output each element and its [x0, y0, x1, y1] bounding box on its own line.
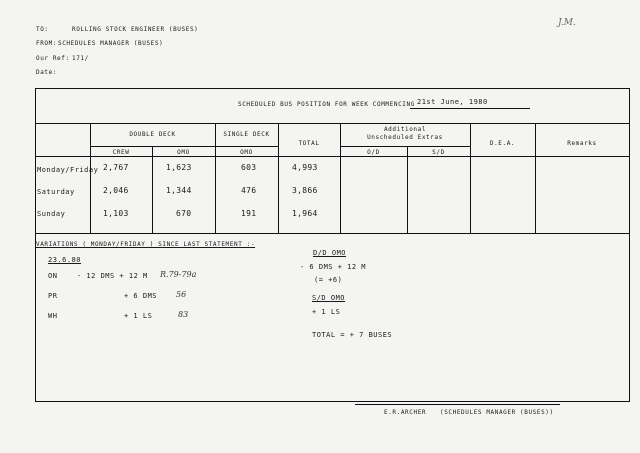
frame-bottom — [35, 401, 630, 402]
variations-heading: VARIATIONS ( MONDAY/FRIDAY ) SINCE LAST STATEMENT :- — [36, 241, 256, 248]
from-value: SCHEDULES MANAGER (BUSES) — [58, 40, 164, 47]
vline-extras-mid — [407, 146, 408, 233]
row-dd-omo: 1,623 — [166, 163, 192, 172]
header-sd-omo: OMO — [240, 149, 253, 156]
row-crew: 1,103 — [103, 209, 129, 218]
row-day: Saturday — [37, 188, 75, 196]
header-extras-od: O/D — [367, 149, 380, 156]
header-bottom-line — [35, 156, 630, 157]
header-unscheduled-extras: Unscheduled Extras — [367, 134, 443, 141]
ref-label: Our Ref: — [36, 55, 70, 62]
header-remarks: Remarks — [567, 140, 597, 147]
row-sd-omo: 603 — [241, 163, 257, 172]
to-label: TO: — [36, 26, 49, 33]
dd-omo-heading: D/D OMO — [313, 249, 347, 257]
header-double-deck: DOUBLE DECK — [129, 131, 176, 138]
signature-line — [355, 404, 560, 405]
vline-dd — [215, 123, 216, 233]
table-top-line — [35, 123, 630, 124]
row-dd-omo: 1,344 — [166, 186, 192, 195]
row-dd-omo: 670 — [176, 209, 192, 218]
variation-text: - 12 DMS + 12 M — [77, 272, 148, 280]
table-bottom-line — [35, 233, 630, 234]
vline-crew — [152, 146, 153, 233]
row-total: 1,964 — [292, 209, 318, 218]
total-line: TOTAL = + 7 BUSES — [312, 331, 393, 339]
header-additional: Additional — [383, 126, 427, 133]
subheader-line-deck — [90, 146, 278, 147]
row-day: Sunday — [37, 210, 66, 218]
row-sd-omo: 476 — [241, 186, 257, 195]
signature-title: (SCHEDULES MANAGER (BUSES)) — [440, 409, 554, 416]
header-total: TOTAL — [298, 140, 320, 147]
row-crew: 2,767 — [103, 163, 129, 172]
header-extras-sd: S/D — [432, 149, 445, 156]
row-sd-omo: 191 — [241, 209, 257, 218]
variation-note: R.79-79a — [160, 270, 197, 279]
corner-handwritten-mark: J.M. — [558, 18, 576, 28]
variation-garage: PR — [48, 292, 58, 300]
date-label: Date: — [36, 69, 58, 76]
variation-garage: ON — [48, 272, 58, 280]
frame-right — [629, 88, 630, 402]
week-date: 21st June, 1980 — [417, 98, 488, 106]
subheader-line-extras — [340, 146, 470, 147]
signature-name: E.R.ARCHER — [384, 409, 427, 416]
to-value: ROLLING STOCK ENGINEER (BUSES) — [72, 26, 199, 33]
variation-note: 83 — [178, 310, 189, 319]
dd-omo-line2: (= +6) — [314, 276, 343, 284]
sd-omo-heading: S/D OMO — [312, 294, 346, 302]
variation-garage: WH — [48, 312, 58, 320]
vline-day — [90, 123, 91, 233]
row-total: 4,993 — [292, 163, 318, 172]
header-single-deck: SINGLE DECK — [223, 131, 270, 138]
dd-omo-line1: - 6 DMS + 12 M — [300, 263, 367, 271]
row-total: 3,866 — [292, 186, 318, 195]
week-date-underline — [410, 108, 530, 109]
from-label: FROM: — [36, 40, 58, 47]
variation-text: + 6 DMS — [124, 292, 158, 300]
frame-top — [35, 88, 630, 89]
row-crew: 2,046 — [103, 186, 129, 195]
ref-value: 171/ — [72, 55, 89, 62]
variation-text: + 1 LS — [124, 312, 153, 320]
variations-date: 23.6.80 — [48, 256, 82, 264]
table-title: SCHEDULED BUS POSITION FOR WEEK COMMENCING — [238, 101, 415, 108]
header-dea: D.E.A. — [489, 140, 516, 147]
row-day: Monday/Friday — [37, 166, 99, 174]
sd-omo-line1: + 1 LS — [312, 308, 341, 316]
header-dd-omo: OMO — [177, 149, 190, 156]
variation-note: 56 — [176, 290, 187, 299]
header-crew: CREW — [112, 149, 130, 156]
